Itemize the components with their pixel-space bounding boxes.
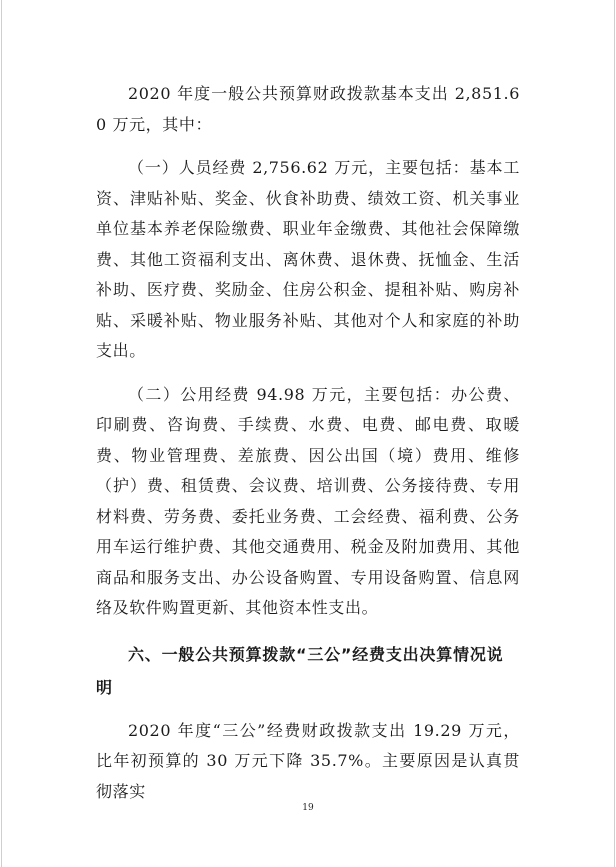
section-heading: 六、一般公共预算拨款“三公”经费支出决算情况说明 — [96, 644, 504, 697]
three-public-expense-paragraph: 2020 年度“三公”经费财政拨款支出 19.29 万元，比年初预算的 30 万元下降 35.7%。主要原因是认真贯彻落实 — [96, 720, 520, 801]
page-border-left — [1, 0, 2, 867]
page-number: 19 — [302, 803, 314, 813]
page-body — [96, 79, 520, 807]
page-border-right — [614, 0, 615, 867]
public-expense-paragraph: （二）公用经费 94.98 万元，主要包括：办公费、印刷费、咨询费、手续费、水费、电费、邮电费、取暖费、物业管理费、差旅费、因公出国（境）费用、维修（护）费、租赁费、会议费、培训费、公务接待费、专用材料费、劳务费、委托业务费、工会经费、福利费、公务用车运行维护费、其他交通费用、税金及附加费用、其他商品和服务支出、办公设备购置、专用设备购置、信息网络及软件购置更新、其他资本性支出。 — [96, 384, 520, 617]
intro-paragraph: 2020 年度一般公共预算财政拨款基本支出 2,851.60 万元，其中： — [96, 84, 520, 134]
personnel-expense-paragraph: （一）人员经费 2,756.62 万元，主要包括：基本工资、津贴补贴、奖金、伙食补助费、绩效工资、机关事业单位基本养老保险缴费、职业年金缴费、其他社会保障缴费、其他工资福利支出、离休费、退休费、抚恤金、生活补助、医疗费、奖励金、住房公积金、提租补贴、购房补贴、采暖补贴、物业服务补贴、其他对个人和家庭的补助支出。 — [96, 158, 520, 360]
